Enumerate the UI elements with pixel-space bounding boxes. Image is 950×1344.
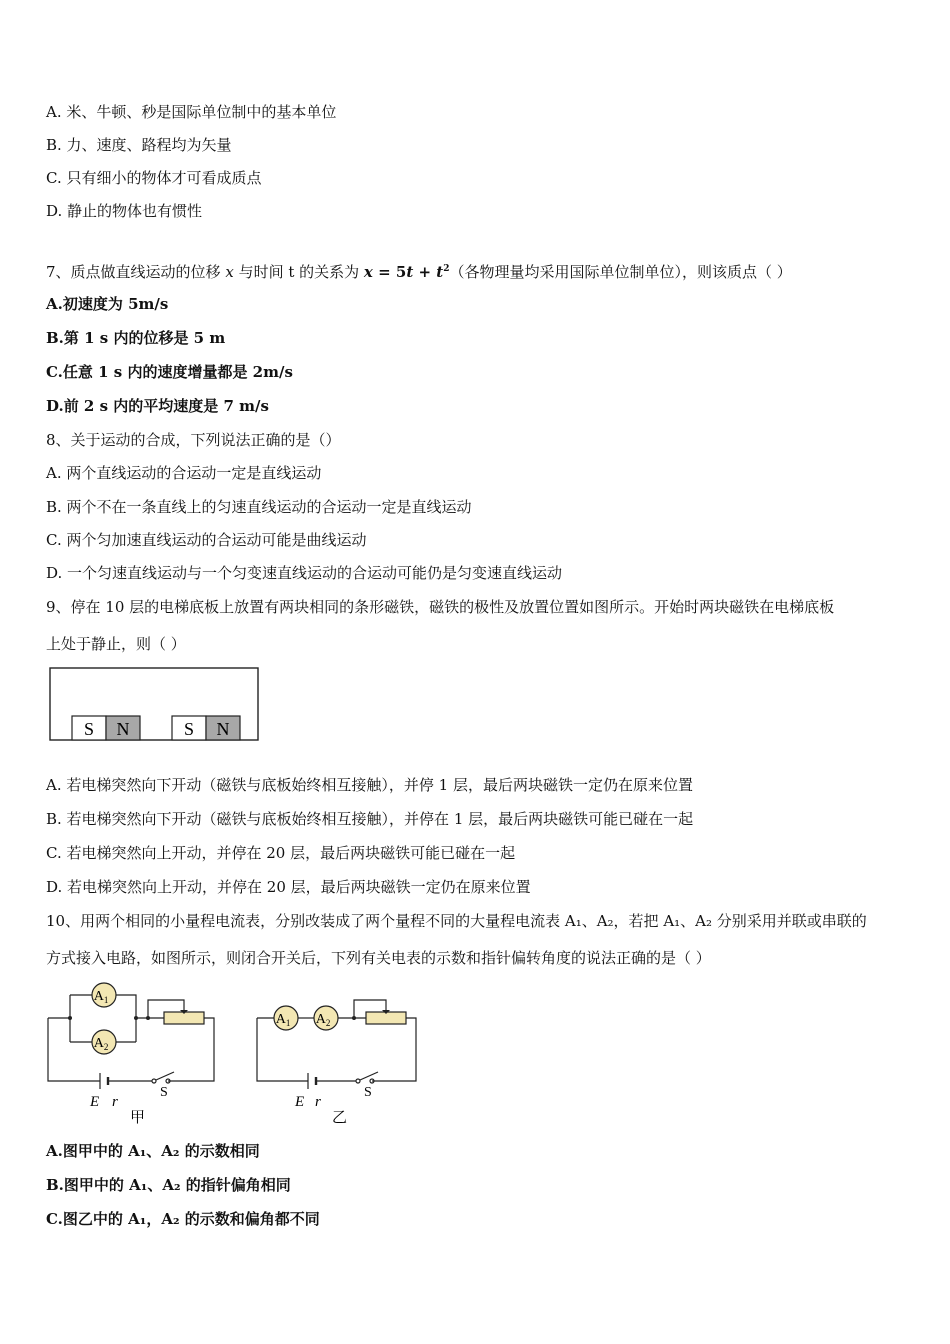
q10-option-c: C.图乙中的 A₁，A₂ 的示数和偏角都不同 bbox=[46, 1210, 320, 1228]
meter-sub: 1 bbox=[103, 995, 109, 1005]
internal-resistance-label-jia: r bbox=[112, 1094, 118, 1110]
q9-option-d: D. 若电梯突然向上开动，并停在 20 层，最后两块磁铁一定仍在原来位置 bbox=[46, 878, 531, 896]
q7-stem bbox=[46, 259, 792, 282]
q7-formula-plus: + bbox=[413, 263, 437, 281]
switch-label-jia: S bbox=[160, 1085, 168, 1100]
q7-formula-x: x bbox=[363, 263, 373, 281]
q8-option-d: D. 一个匀速直线运动与一个匀变速直线运动的合运动可能仍是匀变速直线运动 bbox=[46, 564, 563, 582]
wire bbox=[168, 1018, 214, 1081]
junction-dot bbox=[352, 1016, 356, 1020]
caption-jia: 甲 bbox=[130, 1110, 146, 1126]
meter-sub: 2 bbox=[103, 1042, 109, 1052]
q7-stem-b: 与时间 t 的关系为 bbox=[233, 263, 364, 281]
q6-option-a: A. 米、牛顿、秒是国际单位制中的基本单位 bbox=[46, 103, 337, 121]
q7-formula bbox=[364, 263, 450, 281]
magnet2-s-label: S bbox=[183, 719, 195, 739]
caption-yi: 乙 bbox=[332, 1110, 348, 1126]
q9-option-a: A. 若电梯突然向下开动（磁铁与底板始终相互接触），并停 1 层，最后两块磁铁一定仍在原来位置 bbox=[46, 776, 693, 794]
q9-option-c: C. 若电梯突然向上开动，并停在 20 层，最后两块磁铁可能已碰在一起 bbox=[46, 844, 516, 862]
junction-dot bbox=[146, 1016, 150, 1020]
q6-option-d: D. 静止的物体也有惯性 bbox=[46, 202, 203, 220]
wire bbox=[48, 1018, 100, 1081]
meter-letter: A bbox=[315, 1012, 326, 1027]
q9-stem-line1: 9、停在 10 层的电梯底板上放置有两块相同的条形磁铁，磁铁的极性及放置位置如图所示。开始时两块磁铁在电梯底板 bbox=[46, 598, 835, 616]
circuit-jia bbox=[48, 995, 214, 1081]
emf-label-yi: E bbox=[295, 1094, 305, 1110]
q7-option-c: C.任意 1 s 内的速度增量都是 2m/s bbox=[46, 363, 293, 381]
switch-pivot bbox=[152, 1079, 156, 1083]
magnet1-s-label: S bbox=[83, 719, 95, 739]
q7-var-x: x bbox=[225, 263, 234, 281]
q7-formula-t2: t bbox=[436, 263, 444, 281]
q7-option-b: B.第 1 s 内的位移是 5 m bbox=[46, 329, 226, 347]
elevator-magnet-figure bbox=[48, 666, 262, 744]
junction-dot bbox=[134, 1016, 138, 1020]
q7-formula-eq: = 5 bbox=[372, 263, 407, 281]
q8-option-a: A. 两个直线运动的合运动一定是直线运动 bbox=[46, 464, 322, 482]
magnet1-n-label: N bbox=[116, 719, 130, 739]
meter-letter: A bbox=[93, 989, 104, 1004]
meter-sub: 2 bbox=[325, 1018, 331, 1028]
meter-letter: A bbox=[93, 1036, 104, 1051]
q7-option-d: D.前 2 s 内的平均速度是 7 m/s bbox=[46, 397, 269, 415]
switch-blade bbox=[156, 1072, 174, 1080]
q8-option-c: C. 两个匀加速直线运动的合运动可能是曲线运动 bbox=[46, 531, 367, 549]
switch-pivot bbox=[356, 1079, 360, 1083]
q10-stem-line1: 10、用两个相同的小量程电流表，分别改装成了两个量程不同的大量程电流表 A₁、A₂，若把 A₁、A₂ 分别采用并联或串联的 bbox=[46, 912, 867, 930]
wire bbox=[372, 1018, 416, 1081]
wire bbox=[116, 995, 136, 1042]
magnet2-n-label: N bbox=[216, 719, 230, 739]
emf-label-jia: E bbox=[90, 1094, 100, 1110]
q9-stem-line2: 上处于静止，则（ ） bbox=[46, 635, 186, 653]
q6-option-c: C. 只有细小的物体才可看成质点 bbox=[46, 169, 262, 187]
q7-stem-c: （各物理量均采用国际单位制单位），则该质点（ ） bbox=[449, 263, 792, 281]
q7-option-a: A.初速度为 5m/s bbox=[46, 295, 169, 313]
q10-option-a: A.图甲中的 A₁、A₂ 的示数相同 bbox=[46, 1142, 260, 1160]
q10-option-b: B.图甲中的 A₁、A₂ 的指针偏角相同 bbox=[46, 1176, 291, 1194]
q7-formula-sup: 2 bbox=[443, 264, 450, 274]
q7-formula-t1: t bbox=[406, 263, 414, 281]
internal-resistance-label-yi: r bbox=[315, 1094, 321, 1110]
q6-option-b: B. 力、速度、路程均为矢量 bbox=[46, 136, 232, 154]
q10-stem-line2: 方式接入电路，如图所示，则闭合开关后，下列有关电表的示数和指针偏转角度的说法正确的是（ ） bbox=[46, 949, 711, 967]
circuit-figure bbox=[44, 980, 434, 1130]
switch-blade bbox=[360, 1072, 378, 1080]
q8-stem: 8、关于运动的合成，下列说法正确的是（） bbox=[46, 431, 341, 449]
q9-option-b: B. 若电梯突然向下开动（磁铁与底板始终相互接触），并停在 1 层，最后两块磁铁可能已碰在一起 bbox=[46, 810, 694, 828]
meter-letter: A bbox=[275, 1012, 286, 1027]
junction-dot bbox=[68, 1016, 72, 1020]
q8-option-b: B. 两个不在一条直线上的匀速直线运动的合运动一定是直线运动 bbox=[46, 498, 472, 516]
switch-label-yi: S bbox=[364, 1085, 372, 1100]
meter-sub: 1 bbox=[285, 1018, 291, 1028]
q7-stem-a: 7、质点做直线运动的位移 bbox=[46, 263, 226, 281]
